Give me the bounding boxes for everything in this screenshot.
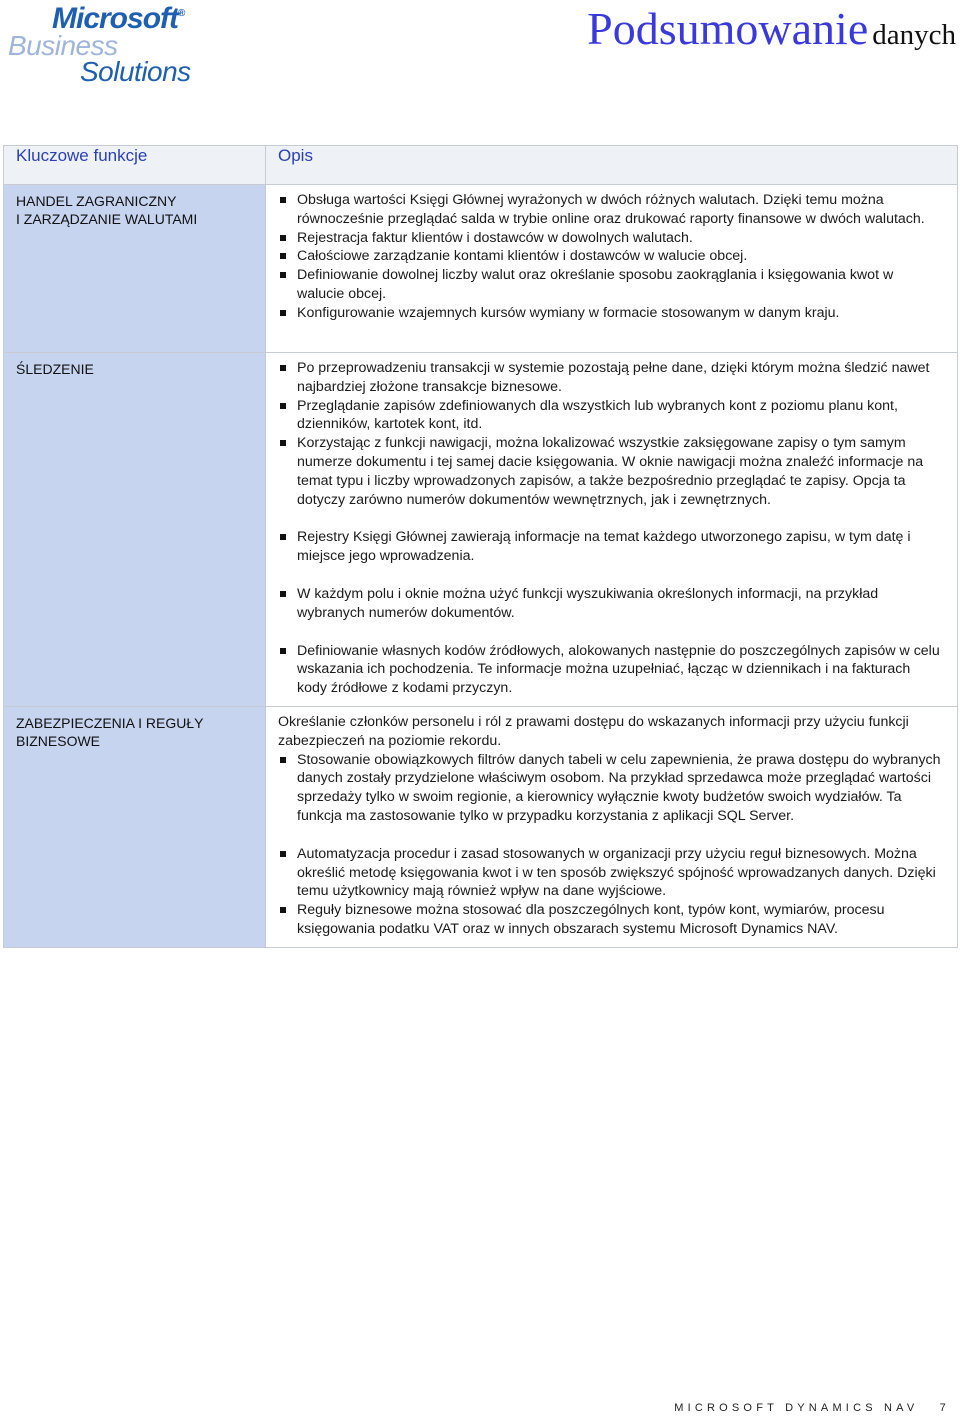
logo-microsoft: Microsoft® [52,2,185,35]
row-intro: Określanie członków personelu i ról z prawami dostępu do wskazanych informacji przy użyciu funkcji zabezpieczeń na poziomie rekordu. [278,713,909,749]
page-footer [674,1402,950,1414]
row-description [266,185,958,353]
list-item: Definiowanie dowolnej liczby walut oraz określanie sposobu zaokrąglania i księgowania kwot w walucie obcej. [278,266,943,304]
bullet-list [278,751,943,826]
list-item: Automatyzacja procedur i zasad stosowanych w organizacji przy użyciu reguł biznesowych. Można określić metodę księgowania kwot i w ten sposób zwiększyć spójność wprowadzanych danych. Dzięki temu użytkownicy mają również wpływ na dane wyjściowe. [278,845,943,901]
table-row [4,185,958,353]
page-title [587,2,956,55]
logo-solutions: Solutions [80,56,191,87]
footer-product: MICROSOFT DYNAMICS NAV [674,1402,919,1414]
bullet-list [278,845,943,939]
row-key-line: ZABEZPIECZENIA I REGUŁY [16,714,204,731]
page-number: 7 [939,1402,950,1414]
list-item: Obsługa wartości Księgi Głównej wyrażonych w dwóch różnych walutach. Dzięki temu można równocześnie przeglądać salda w trybie online oraz drukować raporty finansowe w dwóch walutach. [278,191,943,229]
list-item: Rejestry Księgi Głównej zawierają informacje na temat każdego utworzonego zapisu, w tym datę i miejsce jego wprowadzenia. [278,528,943,566]
header-description: Opis [266,146,958,185]
row-key [4,353,266,707]
page-title-secondary: danych [872,19,956,51]
bullet-list [278,585,943,623]
list-item: Korzystając z funkcji nawigacji, można lokalizować wszystkie zaksięgowane zapisy o tym samym numerze dokumentu i tej samej dacie księgowania. W oknie nawigacji można znaleźć informacje na temat typu i liczby wprowadzonych zapisów, a także bezpośrednio przeglądać te zapisy. Opcja ta dotyczy zarówno numerów dokumentów wewnętrznych, jak i zewnętrznych. [278,434,943,509]
page-title-main: Podsumowanie [587,3,869,54]
logo-business: Business [8,30,118,61]
bullet-list [278,191,943,323]
list-item: Po przeprowadzeniu transakcji w systemie pozostają pełne dane, dzięki którym można śledzić nawet najbardziej złożone transakcje biznesowe. [278,359,943,397]
list-item: Definiowanie własnych kodów źródłowych, alokowanych następnie do poszczególnych zapisów w celu wskazania ich pochodzenia. Te informacje można uzupełniać, łącząc w dziennikach i na fakturach kody źródłowe z kodami przyczyn. [278,642,943,698]
row-key-line: HANDEL ZAGRANICZNY [16,193,177,209]
bullet-list [278,642,943,698]
table-row [4,706,958,947]
bullet-list [278,528,943,566]
row-key [4,185,266,353]
list-item: Konfigurowanie wzajemnych kursów wymiany w formacie stosowanym w danym kraju. [278,304,943,323]
list-item: W każdym polu i oknie można użyć funkcji wyszukiwania określonych informacji, na przykład wybranych numerów dokumentów. [278,585,943,623]
row-key-line: BIZNESOWE [16,732,101,749]
features-table [3,145,958,948]
list-item: Przeglądanie zapisów zdefiniowanych dla wszystkich lub wybranych kont z poziomu planu kont, dzienników, kartotek kont, itd. [278,397,943,435]
list-item: Stosowanie obowiązkowych filtrów danych tabeli w celu zapewnienia, że prawa dostępu do wybranych danych zostały przydzielone właściwym osobom. Na przykład sprzedawca może przeglądać wartości sprzedaży tylko w swoim regionie, a kierownicy wyłącznie kwoty budżetów swoich wydziałów. Ta funkcja ma zastosowanie tylko w przypadku korzystania z aplikacji SQL Server. [278,751,943,826]
list-item: Rejestracja faktur klientów i dostawców w dowolnych walutach. [278,229,943,248]
row-key-line: ŚLEDZENIE [16,361,94,377]
row-key-line: I ZARZĄDZANIE WALUTAMI [16,211,198,227]
row-description [266,353,958,707]
row-key [4,706,266,947]
list-item: Reguły biznesowe można stosować dla poszczególnych kont, typów kont, wymiarów, procesu księgowania podatku VAT oraz w innych obszarach systemu Microsoft Dynamics NAV. [278,901,943,939]
bullet-list [278,359,943,509]
row-description [266,706,958,947]
list-item: Całościowe zarządzanie kontami klientów i dostawców w walucie obcej. [278,247,943,266]
microsoft-business-solutions-logo [8,2,248,92]
table-row [4,353,958,707]
header-key-features: Kluczowe funkcje [4,146,266,185]
table-header-row [4,146,958,185]
